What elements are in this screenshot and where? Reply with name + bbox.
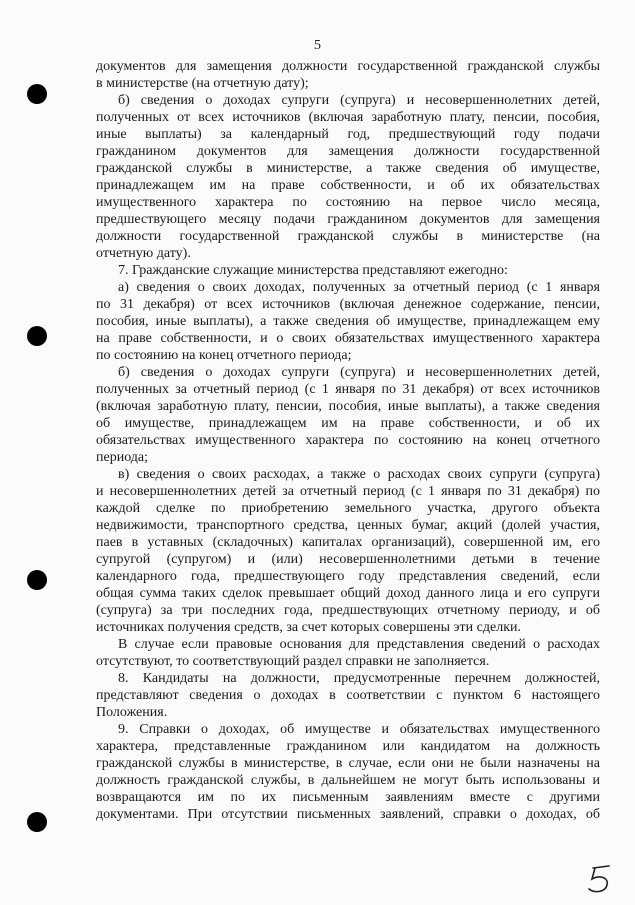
punch-hole [27, 84, 47, 104]
text-line: должности государственной гражданской службы в министерстве (на [96, 229, 600, 244]
text-line: б) сведения о доходах супруги (супруга) и несовершеннолетних детей, [118, 93, 600, 108]
text-line: на праве собственности, и о своих обязательствах имущественного характера [96, 331, 600, 346]
text-line: (супруга) за три последних года, предшествующих отчетному периоду, и об [96, 603, 600, 618]
text-line: в) сведения о своих расходах, а также о расходах своих супруги (супруга) [118, 467, 600, 482]
document-text [96, 58, 600, 823]
text-line: гражданской службы в министерстве, а также сведения об имуществе, [96, 161, 600, 176]
text-line: отчетную дату). [96, 246, 191, 261]
text-line: по состоянию на конец отчетного периода; [96, 348, 352, 363]
text-line: недвижимости, транспортного средства, ценных бумаг, акций (долей участия, [96, 518, 600, 533]
text-line: документами. При отсутствии письменных заявлений, справки о доходах, об [96, 807, 600, 822]
text-line: и несовершеннолетних детей за отчетный период (с 1 января по 31 декабря) по [96, 484, 600, 499]
text-line: полученных от всех источников (включая заработную плату, пенсии, пособия, [96, 110, 600, 125]
text-line: Положения. [96, 705, 168, 720]
text-line: календарного года, предшествующего году представления сведений, если [96, 569, 600, 584]
text-line: (включая заработную плату, пенсии, пособия, иные выплаты), а также сведения [96, 399, 600, 414]
text-line: об имуществе, принадлежащем им на праве собственности, и об их [96, 416, 600, 431]
handwritten-five-mark [583, 862, 617, 896]
punch-hole [27, 326, 47, 346]
text-line: 9. Справки о доходах, об имуществе и обязательствах имущественного [118, 722, 600, 737]
text-line: возвращаются им по их письменным заявлениям вместе с другими [96, 790, 600, 805]
text-line: б) сведения о доходах супруги (супруга) и несовершеннолетних детей, [118, 365, 600, 380]
text-line: представляют сведения о доходах в соответствии с пунктом 6 настоящего [96, 688, 600, 703]
text-line: пособия, иные выплаты), а также сведения об имуществе, принадлежащем ему [96, 314, 600, 329]
punch-hole [27, 812, 47, 832]
text-line: полученных за отчетный период (с 1 января по 31 декабря) от всех источников [96, 382, 600, 397]
text-line: 8. Кандидаты на должности, предусмотренные перечнем должностей, [118, 671, 600, 686]
text-line: гражданской службы в министерстве, в случае, если они не были назначены на [96, 756, 600, 771]
text-line: В случае если правовые основания для представления сведений о расходах [118, 637, 600, 652]
text-line: имущественного характера по состоянию на первое число месяца, [96, 195, 600, 210]
text-line: обязательствах имущественного характера по состоянию на конец отчетного [96, 433, 600, 448]
text-line: характера, представленные гражданином или кандидатом на должность [96, 739, 600, 754]
text-line: в министерстве (на отчетную дату); [96, 76, 309, 91]
text-line: принадлежащем им на праве собственности, и об их обязательствах [96, 178, 600, 193]
punch-hole [27, 570, 47, 590]
text-line: иные выплаты) за календарный год, предшествующий году подачи [96, 127, 600, 142]
text-line: гражданином документов для замещения должности государственной [96, 144, 600, 159]
text-line: должность гражданской службы, в дальнейшем не могут быть использованы и [96, 773, 600, 788]
text-line: периода; [96, 450, 149, 465]
text-line: отсутствуют, то соответствующий раздел справки не заполняется. [96, 654, 490, 669]
text-line: 7. Гражданские служащие министерства представляют ежегодно: [118, 263, 508, 278]
text-line: предшествующего месяцу подачи гражданином документов для замещения [96, 212, 600, 227]
handwritten-page-number [583, 862, 617, 901]
text-line: общая сумма таких сделок превышает общий доход данного лица и его супруги [96, 586, 600, 601]
text-line: супругой (супругом) и (или) несовершеннолетними детьми в течение [96, 552, 600, 567]
text-line: каждой сделке по приобретению земельного участка, другого объекта [96, 501, 600, 516]
text-line: паев в уставных (складочных) капиталах организаций), совершенной им, его [96, 535, 600, 550]
text-line: а) сведения о своих доходах, полученных за отчетный период (с 1 января [118, 280, 600, 295]
page-number: 5 [314, 38, 321, 53]
text-line: источниках получения средств, за счет которых совершены эти сделки. [96, 620, 521, 635]
text-line: документов для замещения должности государственной гражданской службы [96, 59, 600, 74]
text-line: по 31 декабря) от всех источников (включая денежное содержание, пенсии, [96, 297, 600, 312]
